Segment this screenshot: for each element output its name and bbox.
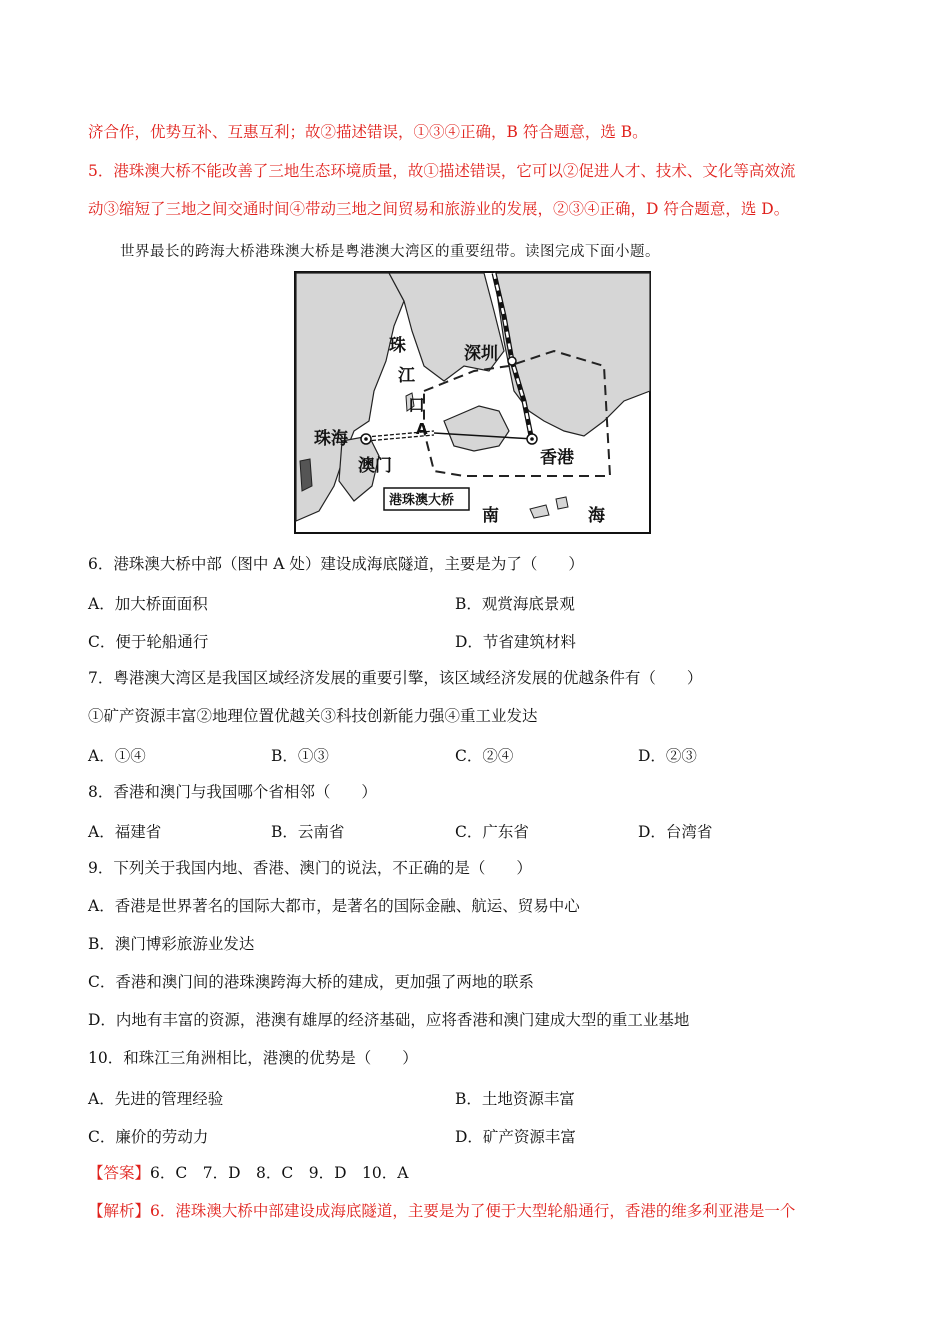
answer-text: 6．C 7．D 8．C 9．D 10．A — [150, 1164, 409, 1182]
gzm-bridge-map — [294, 271, 651, 534]
label-xianggang: 香港 — [540, 448, 574, 468]
shenzhen-marker — [508, 357, 516, 365]
label-hai: 海 — [588, 506, 605, 526]
answer-line — [88, 1163, 408, 1183]
q8-stem: 8．香港和澳门与我国哪个省相邻（ ） — [88, 783, 377, 801]
label-nan: 南 — [482, 506, 499, 526]
q8-option-c: C．广东省 — [455, 823, 529, 841]
q10-option-d: D．矿产资源丰富 — [455, 1128, 576, 1146]
q9-option-c: C．香港和澳门间的港珠澳跨海大桥的建成，更加强了两地的联系 — [88, 973, 534, 991]
q8-option-b: B．云南省 — [271, 823, 345, 841]
label-bridge: 港珠澳大桥 — [389, 493, 455, 508]
label-aomen: 澳门 — [358, 456, 392, 476]
q7-option-a: A．①④ — [88, 747, 146, 765]
label-shenzhen: 深圳 — [464, 344, 498, 364]
question-intro: 世界最长的跨海大桥港珠澳大桥是粤港澳大湾区的重要纽带。读图完成下面小题。 — [120, 244, 660, 260]
analysis-line-3: 动③缩短了三地之间交通时间④带动三地之间贸易和旅游业的发展，②③④正确，D 符合题意，选 D。 — [88, 200, 790, 218]
q10-option-b: B．土地资源丰富 — [455, 1090, 575, 1108]
q7-option-b: B．①③ — [271, 747, 329, 765]
analysis-tag: 【解析】 — [88, 1202, 151, 1220]
island-small-4 — [300, 459, 312, 491]
label-zhuhai: 珠海 — [314, 429, 348, 449]
q10-option-c: C．廉价的劳动力 — [88, 1128, 209, 1146]
q7-option-d: D．②③ — [638, 747, 697, 765]
q9-option-a: A．香港是世界著名的国际大都市，是著名的国际金融、航运、贸易中心 — [88, 897, 580, 915]
answer-tag: 【答案】 — [88, 1164, 151, 1182]
analysis-line-2: 5．港珠澳大桥不能改善了三地生态环境质量，故①描述错误，它可以②促进人才、技术、文化等高效流 — [88, 162, 796, 180]
q6-option-d: D．节省建筑材料 — [455, 633, 576, 651]
analysis-line — [88, 1201, 795, 1221]
q7-stem: 7．粤港澳大湾区是我国区域经济发展的重要引擎，该区域经济发展的优越条件有（ ） — [88, 669, 703, 687]
q9-option-b: B．澳门博彩旅游业发达 — [88, 935, 255, 953]
label-kou: 口 — [408, 396, 425, 416]
q6-stem: 6．港珠澳大桥中部（图中 A 处）建设成海底隧道，主要是为了（ ） — [88, 555, 584, 573]
q6-option-b: B．观赏海底景观 — [455, 595, 575, 613]
analysis-line-1: 济合作，优势互补、互惠互利；故②描述错误，①③④正确，B 符合题意，选 B。 — [88, 123, 648, 141]
label-jiang: 江 — [398, 366, 415, 386]
analysis-text: 6．港珠澳大桥中部建设成海底隧道，主要是为了便于大型轮船通行，香港的维多利亚港是一个 — [150, 1202, 796, 1220]
q8-option-d: D．台湾省 — [638, 823, 713, 841]
q6-option-a: A．加大桥面面积 — [88, 595, 208, 613]
island-small-3 — [556, 497, 568, 509]
label-a: A — [416, 420, 428, 438]
q7-conditions: ①矿产资源丰富②地理位置优越关③科技创新能力强④重工业发达 — [88, 707, 538, 725]
q10-stem: 10．和珠江三角洲相比，港澳的优势是（ ） — [88, 1049, 418, 1067]
q7-option-c: C．②④ — [455, 747, 514, 765]
q9-stem: 9．下列关于我国内地、香港、澳门的说法，不正确的是（ ） — [88, 859, 532, 877]
q8-option-a: A．福建省 — [88, 823, 162, 841]
q9-option-d: D．内地有丰富的资源，港澳有雄厚的经济基础，应将香港和澳门建成大型的重工业基地 — [88, 1011, 690, 1029]
q10-option-a: A．先进的管理经验 — [88, 1090, 224, 1108]
label-zhu: 珠 — [389, 336, 406, 356]
q6-option-c: C．便于轮船通行 — [88, 633, 209, 651]
